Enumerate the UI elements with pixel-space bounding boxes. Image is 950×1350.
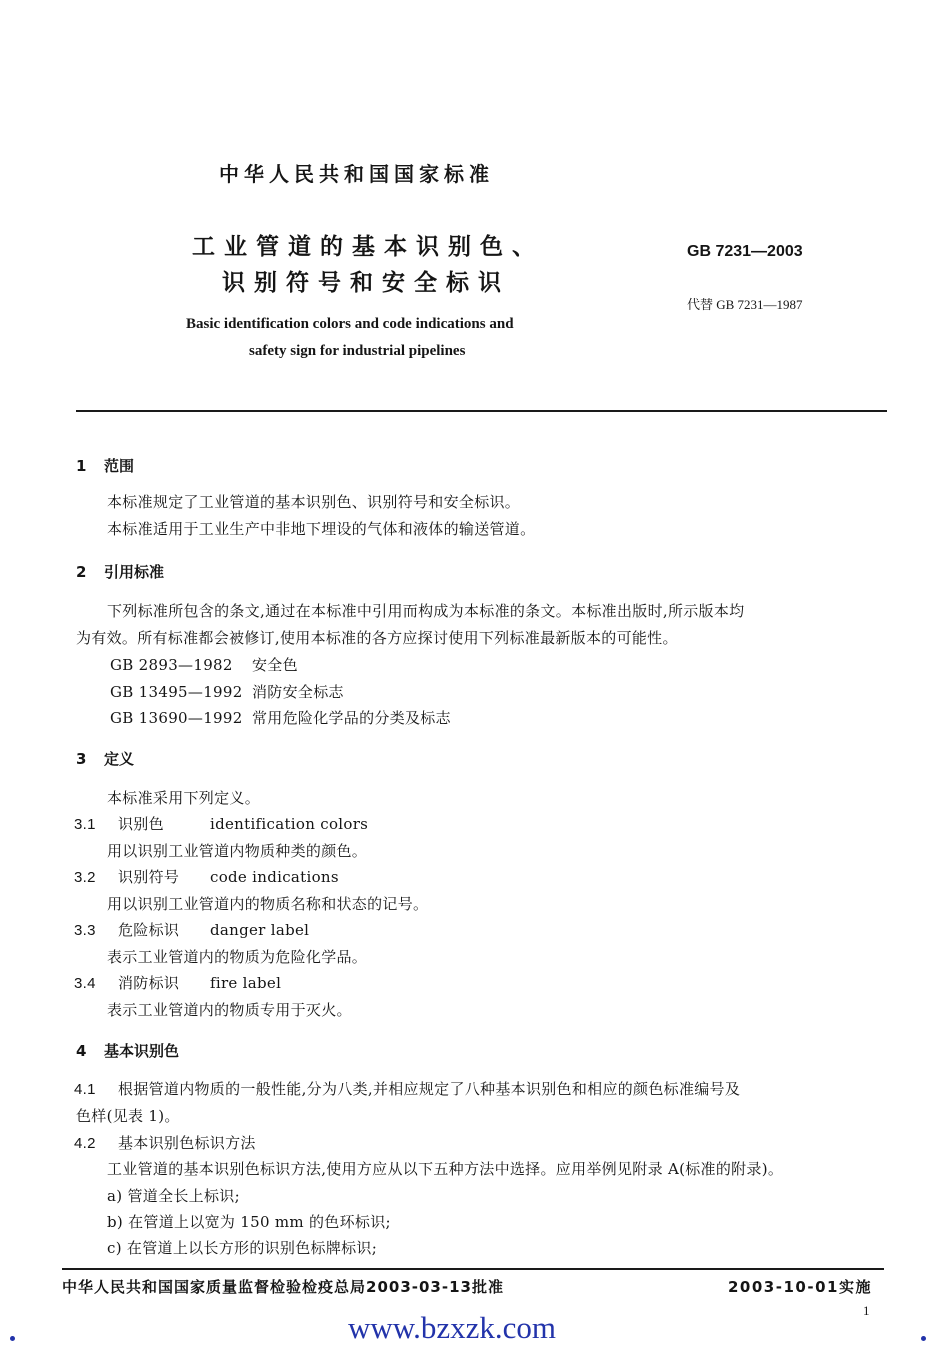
clause-text: 根据管道内物质的一般性能,分为八类,并相应规定了八种基本识别色和相应的颜色标准编号及 (118, 1080, 741, 1098)
approval-statement: 中华人民共和国国家质量监督检验检疫总局2003-03-13批准 (62, 1278, 504, 1296)
section-title: 引用标准 (104, 563, 165, 581)
decorative-dot-left (10, 1336, 15, 1341)
s3-intro: 本标准采用下列定义。 (107, 789, 261, 807)
standard-number: GB 7231—2003 (687, 243, 803, 260)
replaces-standard: 代替 GB 7231—1987 (687, 297, 803, 312)
definition-term-row (74, 866, 339, 887)
section-number: 3 (76, 750, 87, 768)
title-en-line2: safety sign for industrial pipelines (249, 343, 466, 359)
title-en-line1: Basic identification colors and code indications and (186, 316, 514, 332)
reference-code: GB 2893—1982 (110, 656, 233, 674)
decorative-dot-right (921, 1336, 926, 1341)
reference-title: 安全色 (252, 656, 298, 674)
section-title: 范围 (104, 457, 135, 475)
national-standard-heading: 中华人民共和国国家标准 (219, 162, 494, 186)
list-item: b) 在管道上以宽为 150 mm 的色环标识; (107, 1213, 391, 1231)
definition-number: 3.1 (74, 816, 96, 833)
section-title: 基本识别色 (104, 1042, 180, 1060)
header-divider (76, 410, 887, 412)
clause-title: 基本识别色标识方法 (118, 1134, 256, 1152)
reference-title: 常用危险化学品的分类及标志 (252, 709, 451, 727)
clause-4-2-paragraph: 工业管道的基本识别色标识方法,使用方应从以下五种方法中选择。应用举例见附录 A(标准的附录)。 (107, 1160, 784, 1178)
clause-4-1-line1 (74, 1078, 740, 1099)
list-item: a) 管道全长上标识; (107, 1187, 240, 1205)
clause-number: 4.2 (74, 1135, 96, 1152)
definition-term: 识别符号 (118, 868, 180, 886)
section-1-heading (76, 455, 134, 476)
section-4-heading (76, 1040, 179, 1061)
definition-term-row (74, 813, 368, 834)
clause-4-1-line2: 色样(见表 1)。 (76, 1107, 180, 1125)
definition-term-en: identification colors (210, 815, 369, 833)
s2-paragraph-line2: 为有效。所有标准都会被修订,使用本标准的各方应探讨使用下列标准最新版本的可能性。 (76, 629, 678, 647)
s2-paragraph-line1: 下列标准所包含的条文,通过在本标准中引用而构成为本标准的条文。本标准出版时,所示版本均 (107, 602, 745, 620)
section-title: 定义 (104, 750, 135, 768)
section-number: 4 (76, 1042, 87, 1060)
definition-term-en: danger label (210, 921, 310, 939)
footer-divider (62, 1268, 884, 1270)
definition-term: 识别色 (118, 815, 164, 833)
definition-term: 消防标识 (118, 974, 180, 992)
definition-number: 3.4 (74, 975, 96, 992)
reference-code: GB 13495—1992 (110, 683, 243, 701)
definition-term-en: code indications (210, 868, 339, 886)
section-3-heading (76, 748, 134, 769)
definition-term: 危险标识 (118, 921, 180, 939)
definition-term-en: fire label (210, 974, 282, 992)
s1-paragraph-2: 本标准适用于工业生产中非地下埋设的气体和液体的输送管道。 (107, 520, 536, 538)
definition-description: 表示工业管道内的物质为危险化学品。 (107, 948, 368, 966)
effective-date: 2003-10-01实施 (728, 1278, 872, 1296)
website-watermark[interactable]: www.bzxzk.com (348, 1310, 557, 1345)
list-item: c) 在管道上以长方形的识别色标牌标识; (107, 1239, 378, 1257)
title-cn-line2: 识别符号和安全标识 (222, 270, 510, 296)
definition-term-row (74, 972, 281, 993)
s1-paragraph-1: 本标准规定了工业管道的基本识别色、识别符号和安全标识。 (107, 493, 521, 511)
definition-description: 用以识别工业管道内物质种类的颜色。 (107, 842, 368, 860)
section-2-heading (76, 561, 164, 582)
reference-code: GB 13690—1992 (110, 709, 243, 727)
reference-item (110, 681, 344, 702)
definition-number: 3.3 (74, 922, 96, 939)
definition-description: 用以识别工业管道内的物质名称和状态的记号。 (107, 895, 429, 913)
reference-item (110, 654, 298, 675)
clause-4-2-heading (74, 1132, 256, 1153)
reference-item (110, 707, 451, 728)
reference-title: 消防安全标志 (252, 683, 344, 701)
title-cn-line1: 工业管道的基本识别色、 (192, 234, 544, 260)
definition-description: 表示工业管道内的物质专用于灭火。 (107, 1001, 352, 1019)
definition-number: 3.2 (74, 869, 96, 886)
page-number: 1 (863, 1303, 870, 1318)
section-number: 1 (76, 457, 87, 475)
definition-term-row (74, 919, 309, 940)
section-number: 2 (76, 563, 87, 581)
clause-number: 4.1 (74, 1081, 96, 1098)
